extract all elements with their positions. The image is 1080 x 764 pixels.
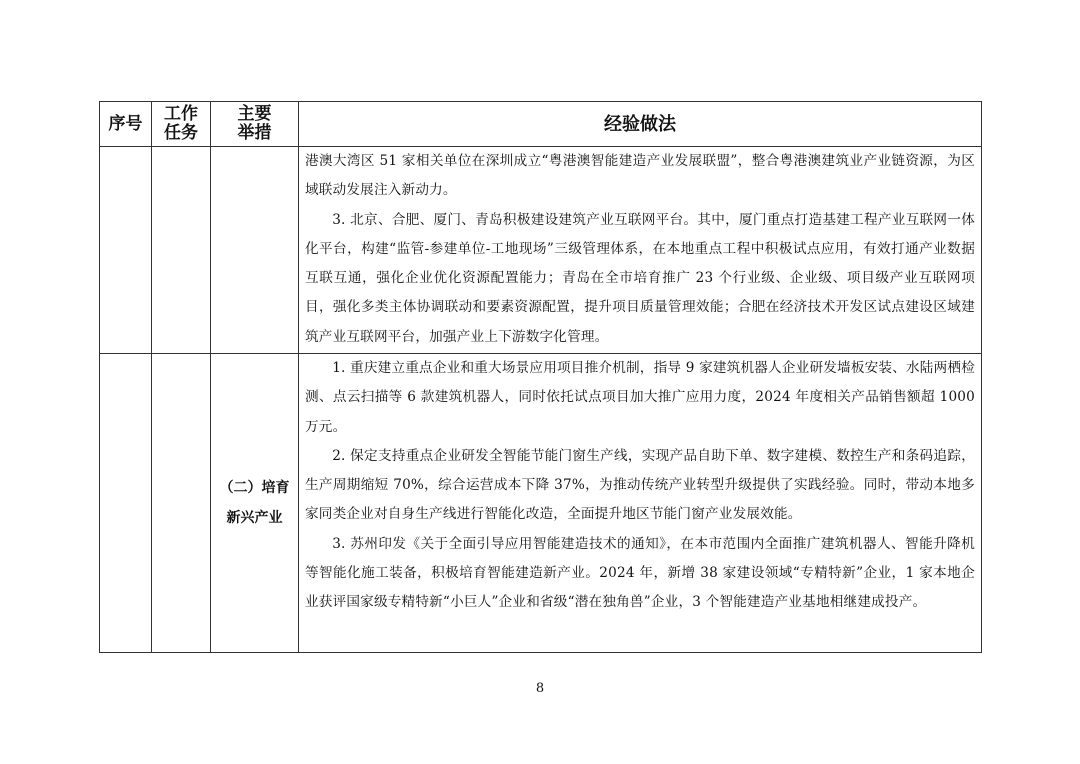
experience-cell: [299, 354, 982, 653]
header-task-line1: 工作: [164, 104, 198, 124]
experience-paragraph: 3. 北京、合肥、厦门、青岛积极建设建筑产业互联网平台。其中，厦门重点打造基建工程产业互联网一体化平台，构建“监管-参建单位-工地现场”三级管理体系，在本地重点工程中积极试点应用，有效打通产业数据互联互通，强化企业优化资源配置能力；青岛在全市培育推广 23 个行业级、企业级、项目级产业互联网项目，强化多类主体协调联动和要素资源配置，提升项目质量管理效能；合肥在经济技术开发区试点建设区域建筑产业互联网平台，加强产业上下游数字化管理。: [305, 211, 975, 345]
experience-paragraph: 港澳大湾区 51 家相关单位在深圳成立“粤港澳智能建造产业发展联盟”，整合粤港澳建筑业产业链资源，为区域联动发展注入新动力。: [305, 153, 975, 199]
experience-paragraph: 3. 苏州印发《关于全面引导应用智能建造技术的通知》，在本市范围内全面推广建筑机器人、智能升降机等智能化施工装备，积极培育智能建造新产业。2024 年，新增 38 家建设领域“专精特新”企业，1 家本地企业获评国家级专精特新“小巨人”企业和省级“潜在独角兽”企业，3 个智能建造产业基地相继建成投产。: [305, 535, 975, 611]
header-measure-line2: 举措: [237, 123, 272, 143]
seq-cell: [100, 354, 152, 653]
seq-cell: [100, 147, 152, 354]
experience-table: [99, 101, 982, 653]
measure-cell: [211, 354, 299, 653]
measure-label-line1: （二）培育: [219, 480, 290, 496]
table-header-row: [100, 102, 982, 147]
page-number: 8: [535, 681, 545, 696]
task-cell: [152, 147, 211, 354]
experience-cell: [299, 147, 982, 354]
measure-cell: [211, 147, 299, 354]
experience-paragraph: 2. 保定支持重点企业研发全智能节能门窗生产线，实现产品自助下单、数字建模、数控生产和条码追踪，生产周期缩短 70%，综合运营成本下降 37%，为推动传统产业转型升级提供了实践经验。同时，带动本地多家同类企业对自身生产线进行智能化改造，全面提升地区节能门窗产业发展效能。: [305, 447, 975, 523]
experience-paragraph: 1. 重庆建立重点企业和重大场景应用项目推介机制，指导 9 家建筑机器人企业研发墙板安装、水陆两栖检测、点云扫描等 6 款建筑机器人，同时依托试点项目加大推广应用力度，2024 年度相关产品销售额超 1000 万元。: [305, 360, 975, 435]
header-experience: 经验做法: [299, 102, 982, 147]
header-measure: [211, 102, 299, 147]
table-row: [100, 354, 982, 653]
header-seq: 序号: [100, 102, 152, 147]
measure-label-line2: 新兴产业: [226, 510, 283, 526]
header-task-line2: 任务: [164, 123, 198, 143]
task-cell: [152, 354, 211, 653]
table-row: [100, 147, 982, 354]
header-measure-line1: 主要: [237, 104, 272, 124]
header-task: [152, 102, 211, 147]
